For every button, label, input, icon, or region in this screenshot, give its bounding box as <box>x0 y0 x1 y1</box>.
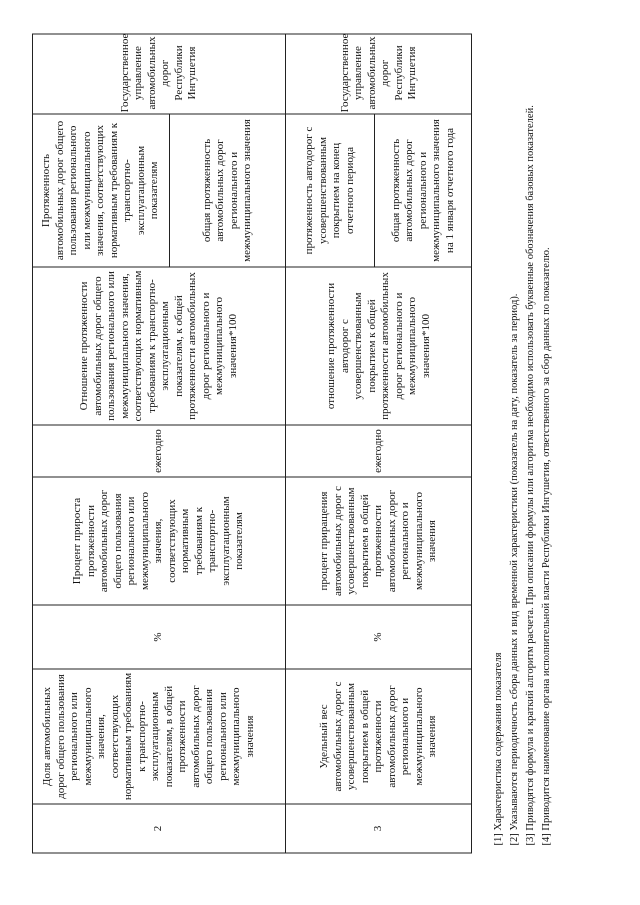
responsible-body: Государственное управление автомобильных дорог Республики Ингушетия <box>33 32 285 114</box>
footnote: [2] Указываются периодичность сбора данных и вид временной характеристики (показатель на дату, показатель за период). <box>509 293 520 845</box>
indicator-table <box>32 33 472 853</box>
base-indicator-numerator: Протяженность автомобильных дорог общего пользования регионального или межмуниципального значения, соответствующих нормативным требованиям к транспортно-эксплуатационным показателям <box>40 120 161 260</box>
footnote: [3] Приводятся формула и краткий алгоритм расчета. При описании формулы или алгоритма необходимо использовать буквенные обозначения базовых показателей. <box>525 104 536 845</box>
indicator-name: Доля автомобильных дорог общего пользования регионального или межмуниципального значения, соответствующих нормативным требованиям к транспортно-эксплуатационным показателям, в общей протяженности автомобильных дорог общего пользования регионального или межмуниципального значения <box>33 669 285 804</box>
calculation-formula: Отношение протяженности автомобильных дорог общего пользования регионального или межмуниципального значения, соответствующих нормативным требованиям к транспортно-эксплуатационным показателям, к общей протяженности автомобильных дорог регионального и межмуниципального значения*100 <box>33 267 285 425</box>
indicator-definition: Процент прироста протяженности автомобильных дорог общего пользования регионального или межмуниципального значения, соответствующих нормативным требованиям к транспортно-эксплуатационным показателям <box>33 477 285 605</box>
responsible-body: Государственное управление автомобильных дорог Республики Ингушетия <box>286 32 472 114</box>
base-indicator-numerator: протяженность автодорог с усовершенствованным покрытием на конец отчетного периода <box>303 126 356 254</box>
calculation-formula: отношение протяженности автодорог с усовершенствованным покрытием к общей протяженности автомобильных дорог регионального и межмуниципального значения*100 <box>286 267 472 425</box>
base-indicator-denominator: общая протяженность автомобильных дорог регионального и межмуниципального значения <box>169 114 285 266</box>
table-row <box>33 34 285 852</box>
collection-period: ежегодно <box>286 425 472 477</box>
row-number: 3 <box>372 825 385 831</box>
row-number: 2 <box>152 825 165 831</box>
base-indicator-denominator: общая протяженность автомобильных дорог регионального и межмуниципального значения на 1 января отчетного года <box>374 114 472 266</box>
indicator-definition: процент приращения автомобильных дорог с усовершенствованным покрытием в общей протяженности автомобильных дорог регионального и межмуниципального значения <box>286 477 472 605</box>
table-row <box>285 34 472 852</box>
unit: % <box>286 605 472 669</box>
base-indicators <box>33 114 285 267</box>
indicator-name: Удельный вес автомобильных дорог с усовершенствованным покрытием в общей протяженности автомобильных дорог регионального и межмуниципального значения <box>286 669 472 804</box>
footnote: [4] Приводится наименование органа исполнительной власти Республики Ингушетия, ответственного за сбор данных по показателю. <box>541 246 552 845</box>
footnote: [1] Характеристика содержания показателя <box>493 652 504 845</box>
base-indicators <box>286 114 472 267</box>
footnotes <box>492 45 556 845</box>
collection-period: ежегодно <box>33 425 285 477</box>
unit: % <box>33 605 285 669</box>
